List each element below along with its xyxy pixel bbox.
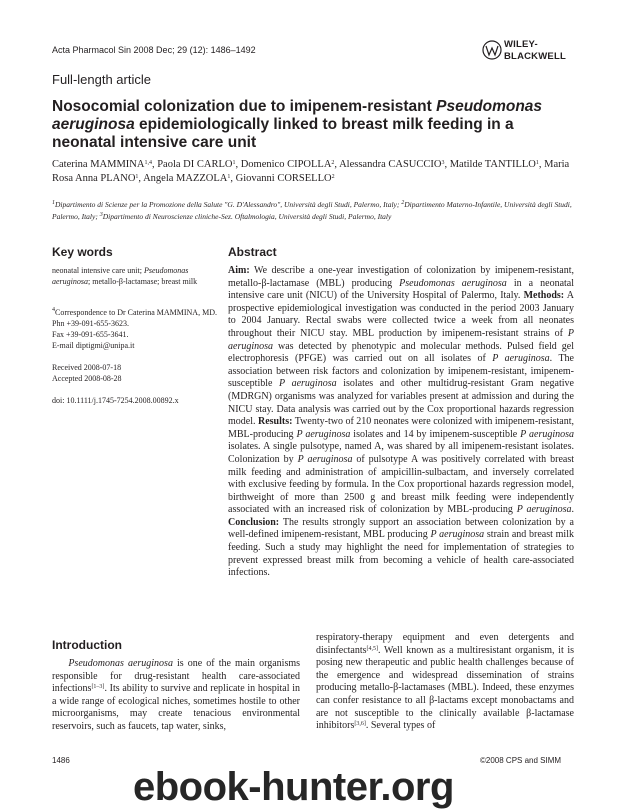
affiliation-sup: 2 — [401, 200, 405, 206]
journal-citation: Acta Pharmacol Sin 2008 Dec; 29 (12): 1486–1492 — [52, 45, 256, 55]
publisher-name-line2: BLACKWELL — [504, 51, 566, 62]
correspondence-email[interactable]: E-mail diptigmi@unipa.it — [52, 341, 135, 350]
citation[interactable]: [1–3] — [91, 684, 105, 691]
author-sup: 2 — [331, 174, 335, 180]
abstract-organism: P aeruginosa — [516, 504, 572, 516]
publisher-name-line1: WILEY- — [504, 39, 538, 50]
author-sup: 1 — [535, 160, 539, 166]
correspondence — [52, 307, 217, 351]
author-sup: 1 — [227, 174, 231, 180]
doi[interactable]: doi: 10.1111/j.1745-7254.2008.00892.x — [52, 396, 179, 405]
author: Giovanni CORSELLO — [235, 173, 332, 184]
affiliation: Dipartimento di Neuroscienze cliniche-Sez. Oftalmologia, Università degli Studi, Palermo, Italy — [102, 212, 392, 221]
abstract-label: Conclusion: — [228, 516, 280, 528]
abstract-text: isolates and other multidrug-resistant Gram negative (MDRGN) organisms was analyzed for variables present at admission and during the NICU stay. Data analysis was carried out by the Cox proportional hazards regression model. — [228, 378, 574, 428]
abstract-text: Twenty-two of 210 neonates were colonized with imipenem-resistant, MBL-producing — [228, 416, 574, 440]
intro-text: . Its ability to survive and replicate in hospital in a wide range of ecological niches, sometimes hostile to other microorganisms, may create tenacious environmental reservoirs, such as faucets, tap water, sinks, — [52, 683, 300, 732]
abstract-body — [228, 265, 574, 580]
author-list: Caterina MAMMINA$^{1,4}$, Paola DI CARLO$^1$, Domenico CIPOLLA$^2$, Alessandra CASUCCIO$^3$, Matilde TANTILLO$^1$, Maria Rosa Anna PLANO$^1$, Angela MAZZOLA$^1$, Giovanni CORSELLO$^2$ — [52, 159, 570, 184]
author: Alessandra CASUCCIO — [339, 159, 442, 170]
abstract-text: A prospective epidemiological investigation was conducted in the period 2003 January to 2004 January. Rectal swabs were collected twice a week from all neonates throughout their NICU stay. MBL production by imipenem-resistant strains of — [228, 290, 575, 339]
title-organism: Pseudomonas aeruginosa — [52, 98, 543, 133]
abstract-label: Results: — [258, 416, 293, 428]
author-sup: 1 — [232, 160, 236, 166]
intro-text: respiratory-therapy equipment and even detergents and disinfectants — [316, 632, 574, 656]
affiliation: Dipartimento di Scienze per la Promozione della Salute "G. D'Alessandro", Università degli Studi, Palermo, Italy; — [55, 200, 402, 209]
correspondence-phone: Phn +39-091-655-3623. — [52, 319, 129, 328]
author: Domenico CIPOLLA — [240, 159, 332, 170]
copyright: ©2008 CPS and SIMM — [480, 756, 562, 765]
intro-text: . Several types of — [365, 720, 436, 732]
abstract-text: . The association between risk factors and colonization by imipenem-resistant, imipenem-susceptible — [228, 353, 574, 390]
abstract-text: isolates. A single pulsotype, named A, was shared by all imipenem-resistant isolates. Colonization by — [228, 441, 574, 465]
intro-text: is one of the main organisms responsible for drug-resistant health care-associated infections — [52, 658, 300, 695]
correspondence-line — [52, 307, 217, 318]
abstract-organism: P aeruginosa — [297, 453, 353, 465]
page-number: 1486 — [52, 756, 70, 765]
article-title — [52, 98, 572, 152]
author-sup: 1,4 — [144, 160, 152, 166]
author: Angela MAZZOLA — [143, 173, 228, 184]
abstract-organism: P aeruginosa — [520, 428, 575, 440]
author: Paola DI CARLO — [157, 159, 233, 170]
watermark: ebook-hunter.org — [133, 765, 454, 809]
keywords-part: ; metallo-β-lactamase; breast milk — [88, 277, 198, 286]
abstract-organism: P aeruginosa — [228, 327, 574, 352]
abstract-text: of pulsotype A was positively correlated with breast milk feeding and administration of ampicillin-sulbactam, and inversely correlated with exclusive feeding by formula. In the Cox proportional hazards regression model, birthweight of more than 2500 g and breast milk feeding were independently associated with an increased risk of colonization by MBL-producing — [228, 453, 574, 516]
title-part1: Nosocomial colonization due to imipenem-resistant — [52, 98, 437, 115]
correspondence-sup: 4 — [52, 307, 55, 313]
title-part2: epidemiologically linked to breast milk feeding in a neonatal intensive care unit — [52, 116, 514, 151]
citation[interactable]: [4,5] — [366, 645, 379, 652]
publisher-logo — [482, 37, 574, 69]
keywords-part: neonatal intensive care unit; — [52, 266, 144, 275]
abstract-organism: P aeruginosa — [279, 378, 337, 390]
publisher-seal-icon — [482, 39, 502, 61]
citation[interactable]: [3,6] — [354, 721, 366, 728]
author: Maria Rosa Anna PLANO — [52, 159, 570, 184]
abstract-text: The results strongly support an association between colonization by a well-defined imipenem-resistant, MBL producing — [228, 516, 574, 541]
keywords-text — [52, 265, 212, 287]
abstract-label: Methods: — [523, 290, 565, 302]
abstract-text: in a neonatal intensive care unit (NICU) of the University Hospital of Palermo, Italy. — [228, 277, 574, 302]
keywords-organism: Pseudomonas aeruginosa — [52, 266, 189, 286]
affiliation-sup: 3 — [99, 212, 103, 218]
correspondence-fax: Fax +39-091-655-3641. — [52, 330, 129, 339]
abstract-organism: P aeruginosa — [296, 428, 351, 440]
article-dates — [52, 362, 217, 384]
keywords-heading: Key words — [52, 245, 113, 259]
abstract-text: We describe a one-year investigation of colonization by imipenem-resistant, metallo-β-lactamase (MBL) producing — [228, 265, 574, 289]
author-sup: 3 — [441, 160, 445, 166]
abstract-text: isolates and 14 by imipenem-susceptible — [350, 428, 521, 440]
author: Caterina MAMMINA — [52, 159, 145, 170]
intro-organism: Pseudomonas aeruginosa — [68, 658, 173, 669]
abstract-heading: Abstract — [228, 245, 277, 259]
abstract-text: . — [571, 504, 574, 516]
abstract-text: was detected by phenotypic and molecular methods. Pulsed field gel electrophoresis (PFGE) was carried out on all isolates of — [228, 340, 574, 365]
introduction-column-1 — [52, 658, 300, 734]
affiliations — [52, 199, 574, 223]
abstract-organism: P aeruginosa — [430, 529, 485, 541]
correspondence-name: Correspondence to Dr Caterina MAMMINA, MD. — [55, 308, 217, 317]
abstract-label: Aim: — [228, 265, 250, 276]
abstract-organism: Pseudomonas aeruginosa — [399, 277, 507, 289]
affiliation: Dipartimento Materno-Infantile, Università degli Studi, Palermo, Italy; — [52, 200, 572, 221]
accepted-date: Accepted 2008-08-28 — [52, 374, 122, 383]
intro-text: . Well known as a multiresistant organism, it is posing new therapeutic and public health challenges because of the emergence and widespread dissemination of strains producing metallo-β-lactamases (MBL). Indeed, these enzymes can confer resistance to all β-lactams except monobactams and are not susceptible to the clinically available β-lactamase inhibitors — [316, 644, 574, 732]
abstract-text: strain and breast milk feeding. Such a study may highlight the need for implementation of strategies to prevent expressed breast milk from becoming a vehicle of health care-associated infections. — [228, 529, 574, 579]
author: Matilde TANTILLO — [449, 159, 536, 170]
author-sup: 1 — [135, 174, 139, 180]
introduction-heading: Introduction — [52, 638, 122, 652]
author-sup: 2 — [331, 160, 335, 166]
article-type: Full-length article — [52, 72, 151, 87]
introduction-column-2 — [316, 632, 574, 733]
affiliation-sup: 1 — [52, 200, 55, 206]
abstract-organism: P aeruginosa — [492, 353, 550, 365]
received-date: Received 2008-07-18 — [52, 363, 122, 372]
